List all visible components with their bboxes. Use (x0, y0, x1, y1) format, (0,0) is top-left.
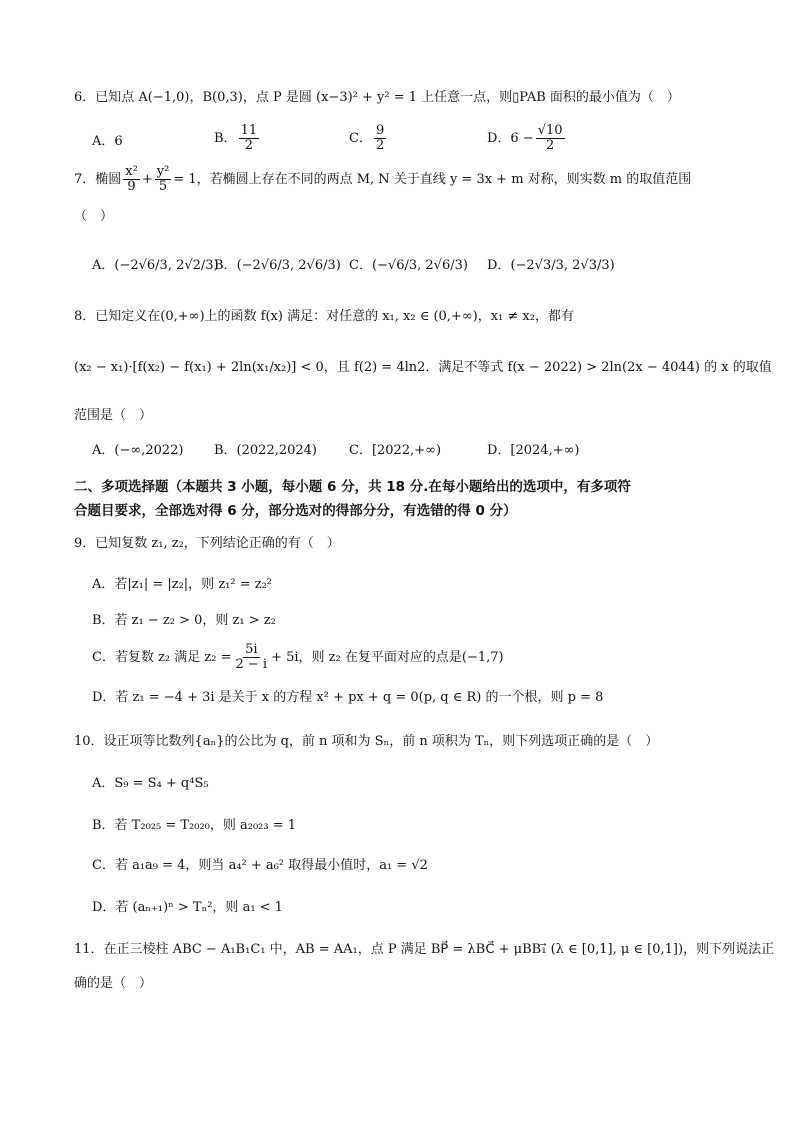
q7-option-a: A．(−2√6/3, 2√2/3) (92, 258, 219, 273)
q7-option-d: D．(−2√3/3, 2√3/3) (487, 258, 615, 273)
q7-stem-paren: （ ） (74, 209, 114, 224)
q9-stem: 9．已知复数 z₁, z₂，下列结论正确的有（ ） (74, 536, 340, 551)
q10-option-d: D．若 (aₙ₊₁)ⁿ > Tₙ²，则 a₁ < 1 (92, 900, 283, 915)
q8-stem-line3: 范围是（ ） (74, 408, 153, 423)
q7-x-fraction: $\frac{\text{x²}}{9}$ (125, 164, 138, 194)
q10-option-c: C．若 a₁a₉ = 4，则当 a₄² + a₆² 取得最小值时，a₁ = √2 (92, 858, 428, 873)
q9-option-b: B．若 z₁ − z₂ > 0，则 z₁ > z₂ (92, 613, 276, 628)
q10-stem: 10．设正项等比数列{aₙ}的公比为 q，前 n 项和为 Sₙ，前 n 项积为 Tₙ，则下列选项正确的是（ ） (74, 734, 659, 749)
q7-y-fraction: $\frac{\text{y²}}{5}$ (156, 164, 170, 194)
q9-option-d: D．若 z₁ = −4 + 3i 是关于 x 的方程 x² + px + q = 0(p, q ∈ R) 的一个根，则 p = 8 (92, 690, 604, 705)
q6-c-fraction: $\frac{9}{2}$ (375, 123, 385, 153)
q6-option-b: B． $\frac{11}{2}$ (214, 123, 258, 153)
q10-option-b: B．若 T₂₀₂₅ = T₂₀₂₀，则 a₂₀₂₃ = 1 (92, 818, 297, 833)
q8-option-c: C．[2022,+∞) (349, 443, 442, 458)
q8-option-a: A．(−∞,2022) (92, 443, 184, 458)
q6-option-d: D．6 − $\frac{√10}{2}$ (487, 123, 563, 153)
section-heading-line2: 合题目要求，全部选对得 6 分，部分选对的得部分分，有选错的得 0 分） (74, 503, 517, 519)
section-heading-line1: 二、多项选择题（本题共 3 小题，每小题 6 分，共 18 分.在每小题给出的选项中，有多项符 (74, 479, 631, 495)
q6-option-c: C． $\frac{9}{2}$ (349, 123, 385, 153)
q10-option-a: A．S₉ = S₄ + q⁴S₅ (92, 776, 209, 791)
q6-b-fraction: $\frac{11}{2}$ (240, 123, 258, 153)
q7-stem: 7．椭圆 $\frac{\text{x²}}{9}$ + $\frac{\text{y²}}{5}$ = 1，若椭圆上存在不同的两点 M, N 关于直线 y = 3x + m 对称，则实数 m 的取值范围 (74, 164, 692, 194)
q9-option-c: C．若复数 z₂ 满足 z₂ = $\frac{5i}{2 - i}$ + 5i，则 z₂ 在复平面对应的点是(−1,7) (92, 642, 504, 672)
q8-option-b: B．(2022,2024) (214, 443, 317, 458)
q6-option-a: A．6 (92, 134, 123, 149)
q8-stem-line1: 8．已知定义在(0,+∞)上的函数 f(x) 满足：对任意的 x₁, x₂ ∈ (0,+∞)，x₁ ≠ x₂，都有 (74, 309, 574, 324)
q8-stem-line2: (x₂ − x₁)·[f(x₂) − f(x₁) + 2ln(x₁/x₂)] < 0，且 f(2) = 4ln2．满足不等式 f(x − 2022) > 2ln(2x − 4044) 的 x 的取值 (74, 360, 772, 375)
q6-stem: 6．已知点 A(−1,0)，B(0,3)，点 P 是圆 (x−3)² + y² = 1 上任意一点，则▯PAB 面积的最小值为（ ） (74, 90, 680, 105)
q6-d-fraction: $\frac{√10}{2}$ (537, 123, 563, 153)
q9-option-a: A．若|z₁| = |z₂|，则 z₁² = z₂² (92, 577, 273, 592)
q11-stem-line2: 确的是（ ） (74, 976, 153, 991)
q8-option-d: D．[2024,+∞) (487, 443, 580, 458)
q7-option-c: C．(−√6/3, 2√6/3) (349, 258, 468, 273)
q7-option-b: B．(−2√6/3, 2√6/3) (214, 258, 341, 273)
q11-stem-line1: 11．在正三棱柱 ABC − A₁B₁C₁ 中，AB = AA₁，点 P 满足 BP⃗ = λBC⃗ + μBB₁⃗ (λ ∈ [0,1], μ ∈ [0,1])，则下列说法正 (74, 942, 775, 957)
q9-c-fraction: $\frac{5i}{2 - i}$ (235, 642, 268, 672)
